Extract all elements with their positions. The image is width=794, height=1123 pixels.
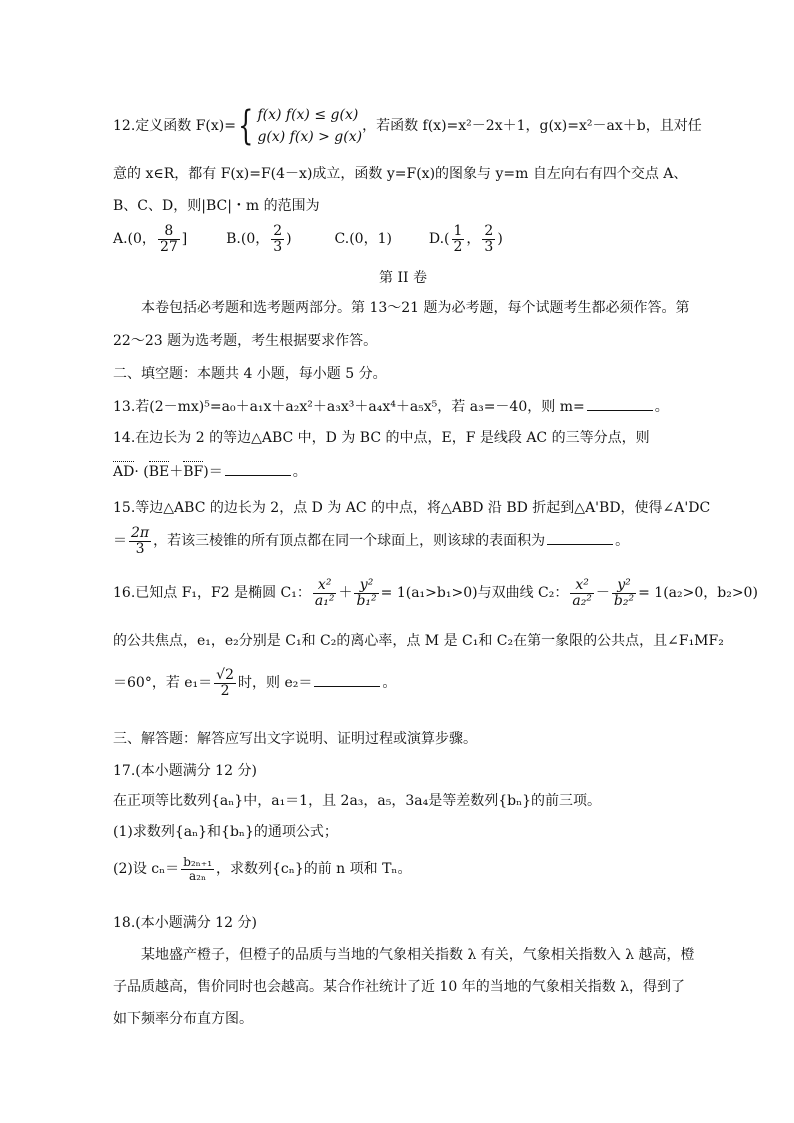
vector-be: BE <box>148 464 170 480</box>
q18-title: 18.(本小题满分 12 分) <box>113 915 257 931</box>
q15-line1: 15.等边△ABC 的边长为 2，点 D 为 AC 的中点，将△ABD 沿 BD 折起到△A'BD，使得∠A'DC <box>113 500 711 516</box>
part2-heading: 二、填空题：本题共 4 小题，每小题 5 分。 <box>113 366 387 382</box>
left-brace-icon: { <box>238 103 254 149</box>
q15-line2: ＝ $\frac{2\pi}{3}$ ，若该三棱锥的所有顶点都在同一个球面上，则该球的表面积为 。 <box>113 525 630 557</box>
q16-answer-blank <box>314 674 380 687</box>
q16-line1: 16.已知点 F₁，F2 是椭圆 C₁： $\frac{\text{x²}}{\text{a₁²}}$ ＋ $\frac{\text{y²}}{\text{b₁²}}$ = 1(a₁>b₁>0)与双曲线 C₂： $\frac{\text{x²}}{\text{a₂²}}$ － $\frac{\text{y²}}{\text{b₂²}}$ = 1(a₂>0，b₂>0) <box>113 577 758 609</box>
q17-line1: 在正项等比数列{aₙ}中，a₁＝1，且 2a₃，a₅，3a₄是等差数列{bₙ}的前三项。 <box>113 793 602 809</box>
q18-line1: 某地盛产橙子，但橙子的品质与当地的气象相关指数 λ 有关，气象相关指数入 λ 越高，橙 <box>141 947 695 963</box>
part3-heading: 三、解答题：解答应写出文字说明、证明过程或演算步骤。 <box>113 731 477 747</box>
q17-part2: (2)设 cₙ＝ $\frac{\text{b₂ₙ₊₁}}{\text{a₂ₙ}}$ ，求数列{cₙ}的前 n 项和 Tₙ。 <box>113 855 412 883</box>
sqrt-2: √2 <box>216 667 234 683</box>
q17-part1: (1)求数列{aₙ}和{bₙ}的通项公式； <box>113 824 338 840</box>
q12-line2: 意的 x∈R，都有 F(x)=F(4－x)成立，函数 y=F(x)的图象与 y=m 自左向右有四个交点 A、 <box>113 166 688 182</box>
q12-after-piece: ，若函数 f(x)=x²－2x＋1，g(x)=x²－ax＋b，且对任 <box>362 118 702 134</box>
section2-title: 第 II 卷 <box>379 270 427 286</box>
q13: 13.若(2－mx)⁵=a₀＋a₁x＋a₂x²＋a₃x³＋a₄x⁴＋a₅x⁵，若 a₃=－40，则 m= 。 <box>113 399 669 415</box>
q13-answer-blank <box>587 398 653 411</box>
q12-options <box>113 224 693 254</box>
q12-line1 <box>113 103 702 149</box>
piece-row-1: f(x) f(x) ≤ g(x) <box>257 107 359 123</box>
vector-ad: AD <box>113 464 135 480</box>
q14-line1: 14.在边长为 2 的等边△ABC 中，D 为 BC 的中点，E，F 是线段 AC 的三等分点，则 <box>113 430 650 446</box>
option-d: D.( $\frac{1}{2}$ ， $\frac{2}{3}$ ) <box>428 223 503 255</box>
piece-row-2: g(x) f(x) > g(x) <box>257 129 363 145</box>
option-b: B.(0， $\frac{2}{3}$ ) <box>226 223 292 255</box>
option-a: A.(0， $\frac{8}{27}$ ] <box>113 223 188 255</box>
q15-answer-blank <box>547 532 613 545</box>
piecewise-function <box>257 104 362 148</box>
q16-line3: ＝60°，若 e₁＝ $\frac{√2}{2}$ 时，则 e₂＝ 。 <box>113 667 397 699</box>
q12-line3: B、C、D，则|BC|・m 的范围为 <box>113 198 320 214</box>
q12-lead: 12.定义函数 F(x)= <box>113 118 236 134</box>
intro-line2: 22～23 题为选考题，考生根据要求作答。 <box>113 333 378 349</box>
q17-title: 17.(本小题满分 12 分) <box>113 763 257 779</box>
option-c: C.(0，1) <box>334 231 392 248</box>
q16-line2: 的公共焦点，e₁，e₂分别是 C₁和 C₂的离心率，点 M 是 C₁和 C₂在第一象限的公共点，且∠F₁MF₂ <box>113 633 724 649</box>
q14-answer-blank <box>225 463 291 476</box>
q18-line2: 子品质越高，售价同时也会越高。某合作社统计了近 10 年的当地的气象相关指数 λ，得到了 <box>113 979 686 995</box>
q14-line2: AD· (BE＋BF)＝ 。 <box>113 464 307 480</box>
vector-bf: BF <box>183 464 204 480</box>
intro-line1: 本卷包括必考题和选考题两部分。第 13～21 题为必考题，每个试题考生都必须作答。第 <box>141 300 690 316</box>
q18-line3: 如下频率分布直方图。 <box>113 1011 253 1027</box>
